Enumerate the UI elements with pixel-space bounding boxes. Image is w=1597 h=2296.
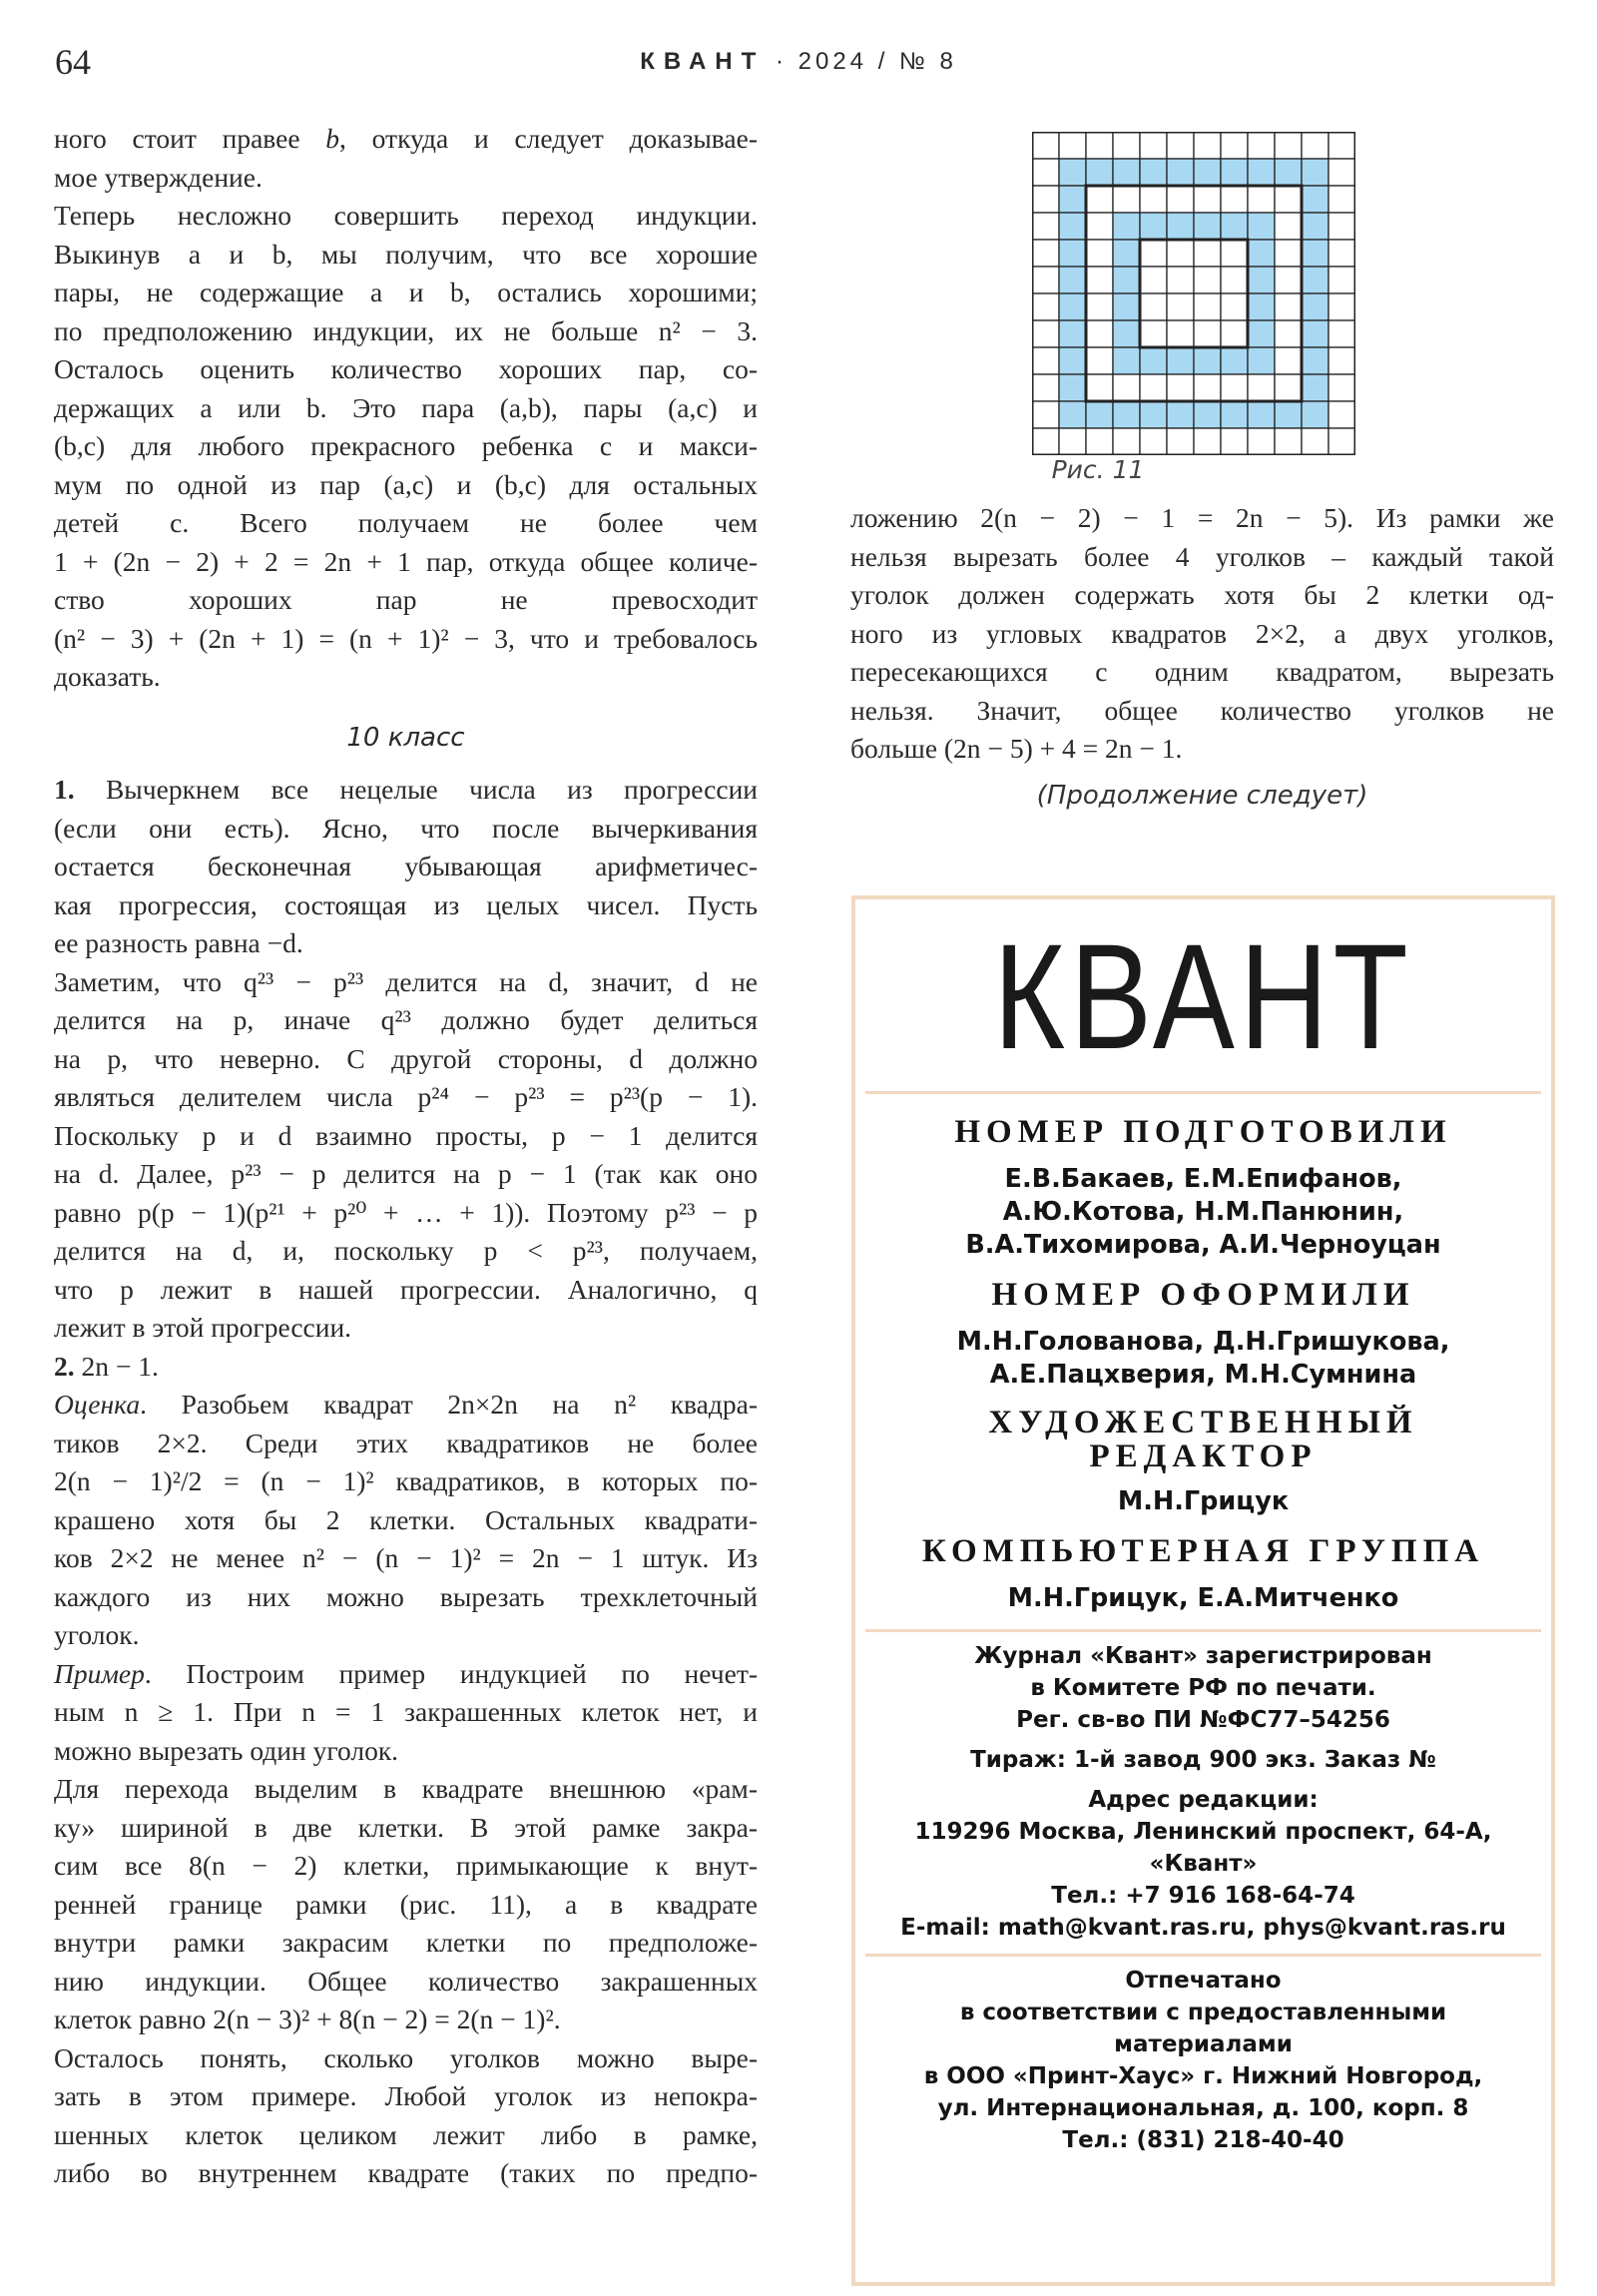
text-line: ство хороших пар не превосходит [54, 584, 758, 615]
text-line: внутри рамки закрасим клетки по предположе- [54, 1927, 758, 1958]
info-line: в Комитете РФ по печати. [1030, 1675, 1376, 1701]
staff-heading-line: РЕДАКТОР [1089, 1438, 1318, 1474]
grid-cell [1032, 186, 1059, 213]
shaded-cell [1302, 374, 1329, 401]
shaded-cell [1059, 347, 1086, 374]
grid-cell [1329, 401, 1355, 428]
text-line: ку» шириной в две клетки. В этой рамке закра- [54, 1811, 758, 1843]
shaded-cell [1302, 213, 1329, 240]
grid-cell [1329, 320, 1355, 347]
shaded-cell [1059, 401, 1086, 428]
shaded-cell [1059, 374, 1086, 401]
text-line: детей c. Всего получаем не более чем [54, 507, 758, 538]
text-line: ного стоит правее b, откуда и следует доказывае- [54, 123, 758, 154]
info-line: материалами [1114, 2031, 1293, 2057]
shaded-cell [1086, 159, 1113, 186]
grid-cell [1167, 428, 1194, 455]
staff-heading: НОМЕР ОФОРМИЛИ [991, 1277, 1415, 1313]
right-column-text [850, 499, 1554, 769]
grid-cell [1221, 374, 1248, 401]
staff-heading-line: ХУДОЖЕСТВЕННЫЙ [988, 1405, 1418, 1440]
text-line: тиков 2×2. Среди этих квадратиков не более [54, 1427, 758, 1458]
grid-cell [1221, 132, 1248, 159]
text-line: Осталось оценить количество хороших пар, со- [54, 353, 758, 384]
registration-info [855, 1640, 1551, 1944]
grid-cell [1032, 159, 1059, 186]
text-line: мое утверждение. [54, 161, 263, 193]
grid-cell [1086, 428, 1113, 455]
grid-cell [1113, 374, 1140, 401]
grid-cell [1059, 428, 1086, 455]
header-separator: · [775, 48, 788, 75]
shaded-cell [1248, 320, 1275, 347]
grid-cell [1086, 240, 1113, 267]
circulation-line: Тираж: 1-й завод 900 экз. Заказ № [970, 1747, 1436, 1773]
grid-cell [1275, 320, 1302, 347]
text-line: либо во внутреннем квадрате (таких по предпо- [54, 2157, 758, 2188]
divider [865, 1091, 1541, 1094]
grid-cell [1086, 132, 1113, 159]
info-line: Рег. св-во ПИ №ФС77–54256 [1016, 1707, 1390, 1733]
grid-cell [1275, 428, 1302, 455]
shaded-cell [1221, 347, 1248, 374]
text-line: 2(n − 1)²/2 = (n − 1)² квадратиков, в которых по- [54, 1465, 758, 1496]
text-line: Заметим, что q²³ − p²³ делится на d, значит, d не [54, 965, 758, 997]
text-line: нельзя вырезать более 4 уголков – каждый такой [850, 540, 1554, 572]
shaded-cell [1221, 401, 1248, 428]
grid-cell [1194, 267, 1221, 293]
shaded-cell [1248, 159, 1275, 186]
problem-number: 2. [54, 1350, 75, 1382]
grid-cell [1248, 374, 1275, 401]
grid-cell [1329, 132, 1355, 159]
text-line: 1 + (2n − 2) + 2 = 2n + 1 пар, откуда общее количе- [54, 545, 758, 577]
grid-cell [1032, 428, 1059, 455]
text-line: остается бесконечная убывающая арифметичес- [54, 851, 758, 881]
shaded-cell [1113, 293, 1140, 320]
grid-cell [1221, 293, 1248, 320]
staff-names [855, 1163, 1551, 1262]
text-line: Выкинув a и b, мы получим, что все хорошие [54, 238, 758, 270]
text-line: Теперь несложно совершить переход индукции. [54, 200, 758, 231]
text-line: клеток равно 2(n − 3)² + 8(n − 2) = 2(n − 1)². [54, 2004, 561, 2034]
grid-cell [1302, 132, 1329, 159]
shaded-cell [1302, 320, 1329, 347]
grid-cell [1194, 428, 1221, 455]
staff-line: Е.В.Бакаев, Е.М.Епифанов, [1004, 1164, 1402, 1194]
shaded-cell [1059, 320, 1086, 347]
text-line: зать в этом примере. Любой уголок из непокра- [54, 2080, 758, 2111]
shaded-cell [1194, 159, 1221, 186]
staff-heading: КОМПЬЮТЕРНАЯ ГРУППА [921, 1533, 1485, 1569]
shaded-cell [1140, 347, 1167, 374]
shaded-cell [1248, 401, 1275, 428]
shaded-cell [1167, 213, 1194, 240]
divider [865, 1629, 1541, 1632]
grid-cell [1086, 293, 1113, 320]
grid-cell [1113, 132, 1140, 159]
text-line: нию индукции. Общее количество закрашенных [54, 1965, 758, 1997]
text-line: делится на d, и, поскольку p < p²³, получаем, [54, 1235, 758, 1266]
grid-cell [1032, 347, 1059, 374]
text-line: шенных клеток целиком лежит либо в рамке, [54, 2118, 758, 2150]
grid-cell [1221, 428, 1248, 455]
info-line: Журнал «Квант» зарегистрирован [974, 1643, 1432, 1669]
text-line: уголок. [54, 1619, 140, 1650]
info-line: ул. Интернациональная, д. 100, корп. 8 [937, 2095, 1469, 2121]
info-line: Тел.: (831) 218-40-40 [1062, 2127, 1344, 2153]
grid-cell [1086, 374, 1113, 401]
staff-names: М.Н.Грицук, Е.А.Митченко [1007, 1583, 1399, 1613]
text-line: равно p(p − 1)(p²¹ + p²⁰ + … + 1)). Поэтому p²³ − p [54, 1196, 758, 1228]
grid-cell [1329, 428, 1355, 455]
grid-cell [1032, 320, 1059, 347]
grid-cell [1140, 186, 1167, 213]
text-line: (если они есть). Ясно, что после вычеркивания [54, 812, 758, 844]
page-number: 64 [55, 42, 91, 82]
shaded-cell [1302, 240, 1329, 267]
grid-cell [1167, 374, 1194, 401]
text-line: (b,c) для любого прекрасного ребенка c и макси- [54, 430, 758, 461]
info-line: в соответствии с предоставленными [959, 2000, 1447, 2025]
grid-cell [1086, 267, 1113, 293]
text-line: крашено хотя бы 2 клетки. Остальных квадрати- [54, 1503, 758, 1535]
grid-cell [1194, 132, 1221, 159]
grid-cell [1275, 293, 1302, 320]
text-line: делится на p, иначе q²³ должно будет делиться [54, 1004, 758, 1035]
grid-cell [1329, 240, 1355, 267]
email-line: E-mail: math@kvant.ras.ru, phys@kvant.ras.ru [900, 1915, 1506, 1941]
info-line: в ООО «Принт-Хаус» г. Нижний Новгород, [923, 2063, 1483, 2089]
grid-cell [1329, 267, 1355, 293]
shaded-cell [1167, 401, 1194, 428]
text-line: ее разность равна −d. [54, 927, 303, 958]
text-line: лежит в этой прогрессии. [54, 1312, 352, 1343]
text-line: ложению 2(n − 2) − 1 = 2n − 5). Из рамки же [850, 502, 1554, 533]
grid-cell [1302, 428, 1329, 455]
text-line: что p лежит в нашей прогрессии. Аналогично, q [54, 1273, 758, 1305]
shaded-cell [1221, 159, 1248, 186]
masthead-content [855, 1099, 1551, 2156]
grid-cell [1140, 320, 1167, 347]
grid-cell [1248, 132, 1275, 159]
info-line: Отпечатано [1125, 1968, 1282, 1994]
text-line: Осталось понять, сколько уголков можно выре- [54, 2041, 758, 2073]
shaded-cell [1113, 347, 1140, 374]
shaded-cell [1113, 159, 1140, 186]
grid-cell [1140, 132, 1167, 159]
masthead-logo: КВАНТ [993, 912, 1413, 1080]
grid-cell [1086, 213, 1113, 240]
staff-heading [855, 1406, 1551, 1473]
grid-cell [1194, 186, 1221, 213]
grid-cell [1194, 374, 1221, 401]
grid-cell [1275, 132, 1302, 159]
grid-cell [1221, 267, 1248, 293]
text-line: Поскольку p и d взаимно просты, p − 1 делится [54, 1119, 758, 1151]
shaded-cell [1248, 213, 1275, 240]
printing-info [855, 1965, 1551, 2156]
grid-cell [1248, 428, 1275, 455]
grid-cell [1275, 213, 1302, 240]
shaded-cell [1221, 213, 1248, 240]
grid-cell [1167, 132, 1194, 159]
text-line: ков 2×2 не менее n² − (n − 1)² = 2n − 1 штук. Из [54, 1542, 758, 1573]
text-line: Пример. Построим пример индукцией по нечет- [54, 1657, 758, 1689]
shaded-cell [1167, 347, 1194, 374]
shaded-cell [1302, 159, 1329, 186]
shaded-cell [1113, 267, 1140, 293]
shaded-cell [1302, 267, 1329, 293]
grid-cell [1194, 240, 1221, 267]
shaded-cell [1302, 293, 1329, 320]
shaded-cell [1140, 401, 1167, 428]
magazine-name: КВАНТ [640, 48, 766, 75]
shaded-cell [1140, 213, 1167, 240]
grid-cell [1221, 320, 1248, 347]
shaded-cell [1059, 240, 1086, 267]
grid-cell [1167, 293, 1194, 320]
info-line: 119296 Москва, Ленинский проспект, 64-А, [914, 1819, 1492, 1845]
shaded-cell [1248, 240, 1275, 267]
phone-line: Тел.: +7 916 168-64-74 [1051, 1883, 1355, 1909]
text-line: (n² − 3) + (2n + 1) = (n + 1)² − 3, что и требовалось [54, 622, 758, 654]
grid-cell [1140, 267, 1167, 293]
staff-line: В.А.Тихомирова, А.И.Черноуцан [965, 1230, 1441, 1260]
grid-cell [1329, 159, 1355, 186]
divider [865, 1954, 1541, 1957]
shaded-cell [1059, 293, 1086, 320]
text-line: держащих a или b. Это пара (a,b), пары (a,c) и [54, 391, 758, 423]
text-line: пары, не содержащие a и b, остались хорошими; [54, 277, 758, 307]
grid-cell [1329, 374, 1355, 401]
figure-11-grid [1032, 132, 1355, 455]
staff-line: М.Н.Голованова, Д.Н.Гришукова, [956, 1327, 1450, 1357]
grid-cell [1086, 347, 1113, 374]
running-head [0, 48, 1597, 76]
text-line: 2. 2n − 1. [54, 1350, 159, 1382]
grid-cell [1086, 186, 1113, 213]
shaded-cell [1275, 159, 1302, 186]
text-line: больше (2n − 5) + 4 = 2n − 1. [850, 733, 1183, 764]
grid-cell [1275, 374, 1302, 401]
text-line: сим все 8(n − 2) клетки, примыкающие к внут- [54, 1850, 758, 1881]
grid-cell [1275, 347, 1302, 374]
grid-cell [1329, 347, 1355, 374]
grid-cell [1140, 293, 1167, 320]
info-line: «Квант» [1149, 1851, 1258, 1877]
text-line: 1. Вычеркнем все нецелые числа из прогрессии [54, 774, 758, 805]
grid-cell [1032, 267, 1059, 293]
section-title: 10 класс [346, 722, 465, 753]
masthead-box [851, 895, 1555, 2286]
left-column [54, 120, 758, 2193]
grid-cell [1113, 186, 1140, 213]
staff-line: А.Е.Пацхверия, М.Н.Сумнина [989, 1360, 1417, 1390]
grid-cell [1059, 132, 1086, 159]
shaded-cell [1059, 186, 1086, 213]
text-line: по предположению индукции, их не больше n² − 3. [54, 314, 758, 346]
shaded-cell [1275, 401, 1302, 428]
text-line: на p, что неверно. С другой стороны, d должно [54, 1042, 758, 1074]
grid-cell [1032, 213, 1059, 240]
text-line: Оценка. Разобьем квадрат 2n×2n на n² квадра- [54, 1389, 758, 1420]
text-line: уголок должен содержать хотя бы 2 клетки од- [850, 579, 1554, 610]
text-line: являться делителем числа p²⁴ − p²³ = p²³(p − 1). [54, 1081, 758, 1112]
shaded-cell [1248, 347, 1275, 374]
text-line: ренней границе рамки (рис. 11), а в квадрате [54, 1888, 758, 1920]
text-line: каждого из них можно вырезать трехклеточный [54, 1580, 758, 1612]
text-line: мум по одной из пар (a,c) и (b,c) для остальных [54, 468, 758, 500]
grid-cell [1275, 240, 1302, 267]
grid-cell [1275, 186, 1302, 213]
grid-cell [1140, 374, 1167, 401]
grid-cell [1248, 186, 1275, 213]
staff-names [855, 1326, 1551, 1392]
shaded-cell [1248, 293, 1275, 320]
text-line: кая прогрессия, состоящая из целых чисел. Пусть [54, 888, 758, 920]
address-title: Адрес редакции: [1088, 1787, 1319, 1813]
shaded-cell [1113, 240, 1140, 267]
shaded-cell [1113, 401, 1140, 428]
shaded-cell [1302, 401, 1329, 428]
grid-cell [1032, 374, 1059, 401]
shaded-cell [1059, 159, 1086, 186]
text-line: ным n ≥ 1. При n = 1 закрашенных клеток нет, и [54, 1696, 758, 1727]
staff-names: М.Н.Грицук [1117, 1486, 1290, 1516]
shaded-cell [1194, 347, 1221, 374]
text-line: пересекающихся с одним квадратом, вырезать [850, 656, 1554, 687]
shaded-cell [1302, 186, 1329, 213]
text-line: Для перехода выделим в квадрате внешнюю «рам- [54, 1773, 758, 1804]
grid-cell [1221, 240, 1248, 267]
shaded-cell [1140, 159, 1167, 186]
shaded-cell [1194, 401, 1221, 428]
shaded-cell [1086, 401, 1113, 428]
grid-cell [1167, 320, 1194, 347]
figure-caption: Рис. 11 [1051, 455, 1145, 484]
grid-cell [1329, 213, 1355, 240]
grid-cell [1140, 428, 1167, 455]
text-line: можно вырезать один уголок. [54, 1734, 399, 1766]
grid-cell [1275, 267, 1302, 293]
grid-cell [1167, 267, 1194, 293]
grid-cell [1086, 320, 1113, 347]
shaded-cell [1059, 267, 1086, 293]
text-line: нельзя. Значит, общее количество уголков не [850, 694, 1554, 726]
text-line: ного из угловых квадратов 2×2, а двух уголков, [850, 617, 1554, 649]
grid-cell [1221, 186, 1248, 213]
grid-cell [1329, 186, 1355, 213]
grid-cell [1032, 240, 1059, 267]
grid-cell [1167, 186, 1194, 213]
grid-cell [1194, 293, 1221, 320]
continuation-note: (Продолжение следует) [1036, 781, 1368, 811]
problem-number: 1. [54, 774, 75, 805]
shaded-cell [1302, 347, 1329, 374]
text-line: на d. Далее, p²³ − p делится на p − 1 (так как оно [54, 1158, 758, 1189]
grid-cell [1329, 293, 1355, 320]
shaded-cell [1113, 213, 1140, 240]
shaded-cell [1167, 159, 1194, 186]
shaded-cell [1059, 213, 1086, 240]
grid-cell [1032, 132, 1059, 159]
staff-line: А.Ю.Котова, Н.М.Панюнин, [1002, 1197, 1404, 1227]
grid-cell [1113, 428, 1140, 455]
text-line: доказать. [54, 661, 161, 692]
shaded-cell [1113, 320, 1140, 347]
shaded-cell [1194, 213, 1221, 240]
grid-cell [1032, 293, 1059, 320]
grid-cell [1140, 240, 1167, 267]
issue-number: 2024 / № 8 [798, 48, 957, 75]
grid-cell [1167, 240, 1194, 267]
staff-heading: НОМЕР ПОДГОТОВИЛИ [954, 1114, 1452, 1150]
grid-cell [1194, 320, 1221, 347]
grid-cell [1032, 401, 1059, 428]
shaded-cell [1248, 267, 1275, 293]
